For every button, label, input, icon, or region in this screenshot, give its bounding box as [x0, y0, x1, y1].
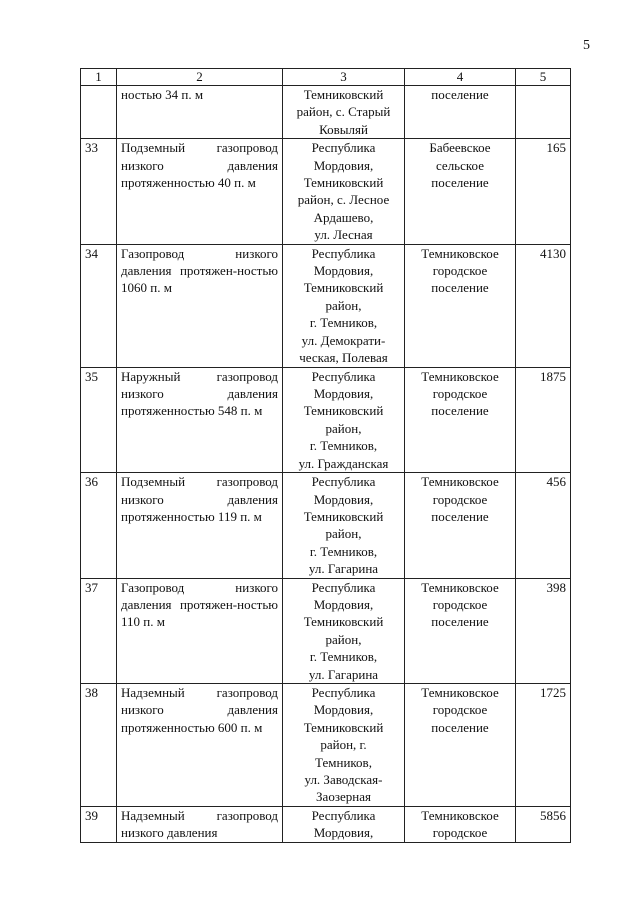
object-name: Надземный газопровод низкого давления протяженностью 600 п. м: [117, 683, 283, 806]
table-row: [81, 578, 571, 683]
object-name: Наружный газопровод низкого давления протяженностью 548 п. м: [117, 367, 283, 472]
table-row: [81, 683, 571, 806]
object-address: Республика Мордовия, Темниковский район, г. Темников, ул. Демократи- ческая, Полевая: [283, 244, 405, 367]
length-value: 1875: [516, 367, 571, 472]
column-header-3: 3: [283, 69, 405, 86]
object-name: Подземный газопровод низкого давления протяженностью 119 п. м: [117, 473, 283, 578]
length-value: [516, 86, 571, 139]
row-number: 35: [81, 367, 117, 472]
column-header-5: 5: [516, 69, 571, 86]
settlement: Темниковское городское: [405, 806, 516, 842]
object-address: Республика Мордовия, Темниковский район, с. Лесное Ардашево, ул. Лесная: [283, 139, 405, 244]
settlement: Темниковское городское поселение: [405, 244, 516, 367]
row-number: 39: [81, 806, 117, 842]
length-value: 5856: [516, 806, 571, 842]
settlement: Бабеевское сельское поселение: [405, 139, 516, 244]
object-name: Надземный газопровод низкого давления: [117, 806, 283, 842]
object-address: Республика Мордовия,: [283, 806, 405, 842]
page-number: 5: [583, 38, 590, 53]
row-number: 36: [81, 473, 117, 578]
length-value: 165: [516, 139, 571, 244]
settlement: Темниковское городское поселение: [405, 578, 516, 683]
column-header-2: 2: [117, 69, 283, 86]
table-row: [81, 244, 571, 367]
object-name: Газопровод низкого давления протяжен-ностью 110 п. м: [117, 578, 283, 683]
object-name: Подземный газопровод низкого давления протяженностью 40 п. м: [117, 139, 283, 244]
object-address: Республика Мордовия, Темниковский район, г. Темников, ул. Заводская- Заозерная: [283, 683, 405, 806]
object-address: Республика Мордовия, Темниковский район, г. Темников, ул. Гагарина: [283, 578, 405, 683]
table-row: [81, 367, 571, 472]
length-value: 456: [516, 473, 571, 578]
table-row: [81, 139, 571, 244]
table-row: [81, 86, 571, 139]
object-name: Газопровод низкого давления протяжен-ностью 1060 п. м: [117, 244, 283, 367]
row-number: 34: [81, 244, 117, 367]
length-value: 1725: [516, 683, 571, 806]
row-number: 38: [81, 683, 117, 806]
settlement: Темниковское городское поселение: [405, 683, 516, 806]
table-row: [81, 806, 571, 842]
row-number: 33: [81, 139, 117, 244]
length-value: 4130: [516, 244, 571, 367]
gas-pipeline-table: [80, 68, 571, 843]
column-header-4: 4: [405, 69, 516, 86]
object-address: Республика Мордовия, Темниковский район, г. Темников, ул. Гражданская: [283, 367, 405, 472]
settlement: поселение: [405, 86, 516, 139]
column-numbers-row: [81, 69, 571, 86]
object-address: Темниковский район, с. Старый Ковыляй: [283, 86, 405, 139]
row-number: [81, 86, 117, 139]
row-number: 37: [81, 578, 117, 683]
settlement: Темниковское городское поселение: [405, 473, 516, 578]
settlement: Темниковское городское поселение: [405, 367, 516, 472]
object-name: ностью 34 п. м: [117, 86, 283, 139]
length-value: 398: [516, 578, 571, 683]
column-header-1: 1: [81, 69, 117, 86]
table-row: [81, 473, 571, 578]
object-address: Республика Мордовия, Темниковский район, г. Темников, ул. Гагарина: [283, 473, 405, 578]
